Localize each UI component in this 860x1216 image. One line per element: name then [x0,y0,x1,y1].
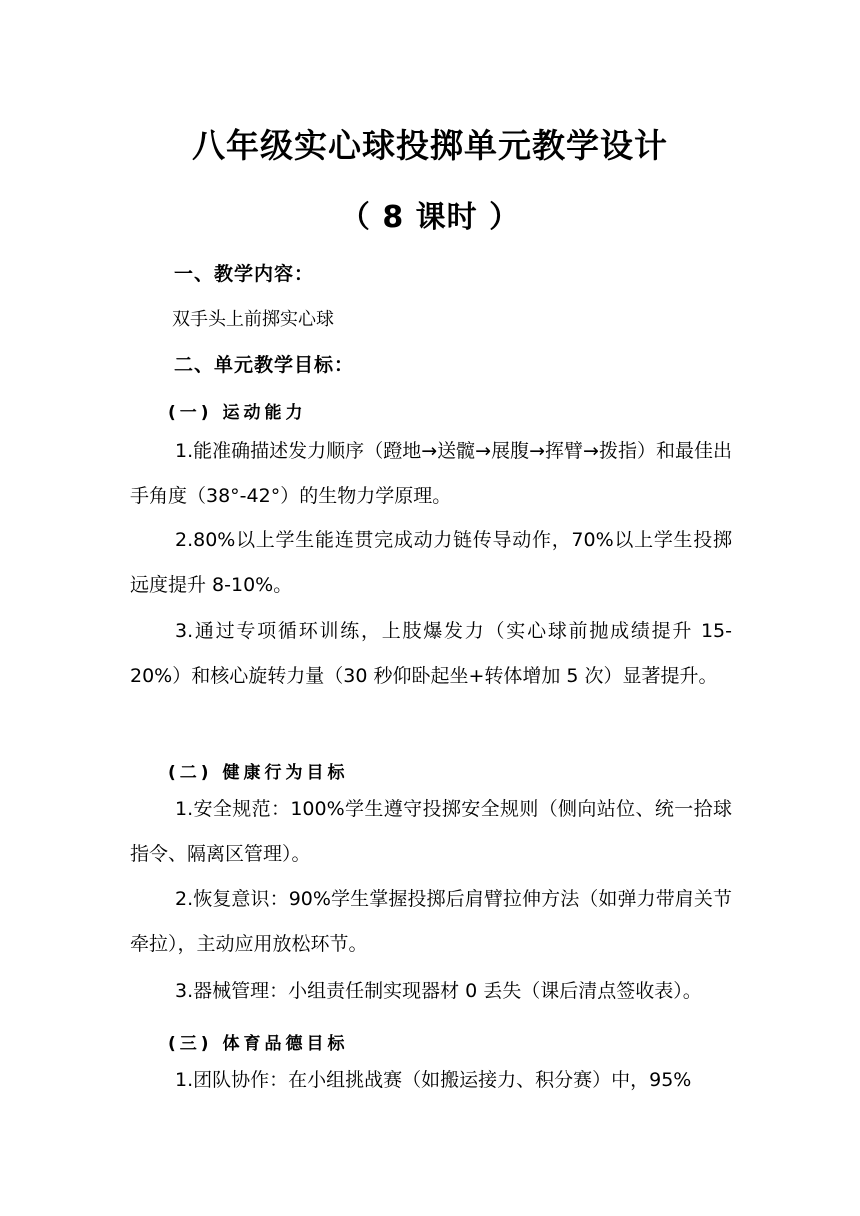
goal-paragraph: 1.安全规范：100%学生遵守投掷安全规则（侧向站位、统一拾球指令、隔离区管理）。 [130,798,732,865]
goal-paragraph: 1.能准确描述发力顺序（蹬地→送髋→展腹→挥臂→拨指）和最佳出手角度（38°-42°）的生物力学原理。 [130,440,732,507]
goal-paragraph: 2.恢复意识：90%学生掌握投掷后肩臂拉伸方法（如弹力带肩关节牵拉），主动应用放松环节。 [130,888,732,955]
subsection-heading-health-behavior: (二) 健康行为目标 [168,763,349,783]
goal-paragraph: 1.团队协作：在小组挑战赛（如搬运接力、积分赛）中，95% [175,1069,692,1091]
section-heading-unit-goals: 二、单元教学目标： [174,354,355,376]
subsection-heading-motor-ability: (一) 运动能力 [168,403,307,423]
goal-paragraph: 2.80%以上学生能连贯完成动力链传导动作，70%以上学生投掷远度提升 8-10%。 [130,529,732,596]
document-title: 八年级实心球投掷单元教学设计 [192,126,668,165]
section-heading-teaching-content: 一、教学内容： [174,263,315,285]
teaching-content-text: 双手头上前掷实心球 [172,309,334,330]
document-subtitle: （ 8 课时 ） [339,200,521,235]
goal-paragraph: 3.通过专项循环训练，上肢爆发力（实心球前抛成绩提升 15-20%）和核心旋转力量（30 秒仰卧起坐+转体增加 5 次）显著提升。 [130,620,732,687]
goal-paragraph: 3.器械管理：小组责任制实现器材 0 丢失（课后清点签收表）。 [175,980,702,1002]
subsection-heading-sports-ethics: (三) 体育品德目标 [168,1034,349,1054]
